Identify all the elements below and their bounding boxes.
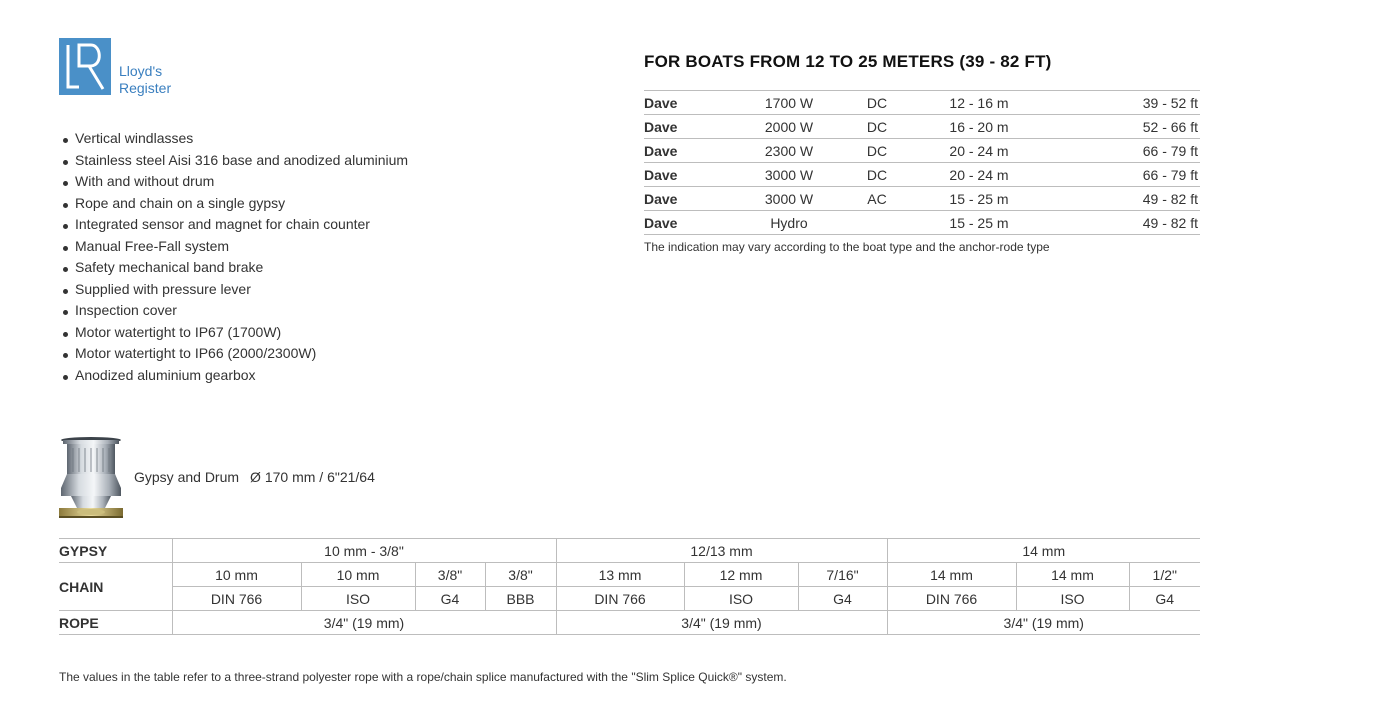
power-cell: 1700 W [744,91,834,115]
current-cell: DC [834,139,920,163]
chain-standard-cell: ISO [684,587,798,611]
product-label-text: Gypsy and Drum [134,469,240,485]
gypsy-cell: 10 mm - 3/8" [172,539,556,563]
chain-size-cell: 10 mm [301,563,415,587]
table-row [644,187,1200,211]
feature-item: Integrated sensor and magnet for chain counter [59,214,579,236]
feature-item: Stainless steel Aisi 316 base and anodized aluminium [59,150,579,172]
specs-table [59,538,1200,635]
meters-cell: 15 - 25 m [920,211,1038,235]
chain-size-cell: 13 mm [556,563,684,587]
chain-size-cell: 1/2" [1129,563,1200,587]
current-cell: DC [834,91,920,115]
chain-standard-cell: ISO [301,587,415,611]
chain-standard-row [59,587,1200,611]
chain-standard-cell: G4 [798,587,887,611]
chain-size-cell: 3/8" [485,563,556,587]
table-row [644,139,1200,163]
lr-logo-icon [59,38,111,95]
model-cell: Dave [644,211,744,235]
boats-title: FOR BOATS FROM 12 TO 25 METERS (39 - 82 FT) [644,52,1052,71]
boats-note: The indication may vary according to the boat type and the anchor-rode type [644,240,1050,254]
feature-item: Supplied with pressure lever [59,279,579,301]
feature-item: Motor watertight to IP66 (2000/2300W) [59,343,579,365]
feature-item: Manual Free-Fall system [59,236,579,258]
feet-cell: 66 - 79 ft [1038,139,1200,163]
chain-size-cell: 3/8" [415,563,485,587]
table-row [644,211,1200,235]
model-cell: Dave [644,187,744,211]
chain-size-cell: 10 mm [172,563,301,587]
chain-size-cell: 14 mm [1016,563,1129,587]
model-cell: Dave [644,115,744,139]
feature-item: Anodized aluminium gearbox [59,365,579,387]
model-cell: Dave [644,91,744,115]
rope-cell: 3/4" (19 mm) [887,611,1200,635]
chain-size-cell: 12 mm [684,563,798,587]
feature-item: Motor watertight to IP67 (1700W) [59,322,579,344]
rope-cell: 3/4" (19 mm) [556,611,887,635]
gypsy-cell: 12/13 mm [556,539,887,563]
feet-cell: 52 - 66 ft [1038,115,1200,139]
power-cell: 3000 W [744,187,834,211]
model-cell: Dave [644,139,744,163]
meters-cell: 20 - 24 m [920,163,1038,187]
table-row [644,163,1200,187]
current-cell: DC [834,163,920,187]
power-cell: Hydro [744,211,834,235]
feet-cell: 66 - 79 ft [1038,163,1200,187]
feet-cell: 49 - 82 ft [1038,187,1200,211]
chain-size-cell: 14 mm [887,563,1016,587]
logo-line-1: Lloyd's [119,63,163,79]
chain-size-row [59,563,1200,587]
feature-item: Rope and chain on a single gypsy [59,193,579,215]
meters-cell: 16 - 20 m [920,115,1038,139]
current-cell [834,211,920,235]
feet-cell: 49 - 82 ft [1038,211,1200,235]
gypsy-row [59,539,1200,563]
boats-table [644,90,1200,235]
feature-list [59,128,579,386]
lloyds-register-logo [59,38,179,100]
chain-standard-cell: ISO [1016,587,1129,611]
power-cell: 2300 W [744,139,834,163]
model-cell: Dave [644,163,744,187]
gypsy-header: GYPSY [59,539,172,563]
chain-standard-cell: DIN 766 [556,587,684,611]
rope-cell: 3/4" (19 mm) [172,611,556,635]
current-cell: AC [834,187,920,211]
gypsy-cell: 14 mm [887,539,1200,563]
product-diameter: Ø 170 mm / 6"21/64 [250,469,375,485]
feet-cell: 39 - 52 ft [1038,91,1200,115]
table-row [644,115,1200,139]
feature-item: Safety mechanical band brake [59,257,579,279]
chain-standard-cell: G4 [415,587,485,611]
current-cell: DC [834,115,920,139]
footnote: The values in the table refer to a three-strand polyester rope with a rope/chain splice manufactured with the "Slim Splice Quick®" system. [59,670,787,684]
chain-standard-cell: G4 [1129,587,1200,611]
meters-cell: 15 - 25 m [920,187,1038,211]
logo-line-2: Register [119,80,172,96]
chain-standard-cell: DIN 766 [172,587,301,611]
chain-header: CHAIN [59,563,172,611]
windlass-image [59,436,125,518]
feature-item: With and without drum [59,171,579,193]
feature-item: Inspection cover [59,300,579,322]
gypsy-drum-label [134,469,375,485]
power-cell: 3000 W [744,163,834,187]
table-row [644,91,1200,115]
logo-wordmark [119,63,171,97]
chain-size-cell: 7/16" [798,563,887,587]
power-cell: 2000 W [744,115,834,139]
rope-row [59,611,1200,635]
meters-cell: 12 - 16 m [920,91,1038,115]
rope-header: ROPE [59,611,172,635]
chain-standard-cell: BBB [485,587,556,611]
meters-cell: 20 - 24 m [920,139,1038,163]
feature-item: Vertical windlasses [59,128,579,150]
chain-standard-cell: DIN 766 [887,587,1016,611]
